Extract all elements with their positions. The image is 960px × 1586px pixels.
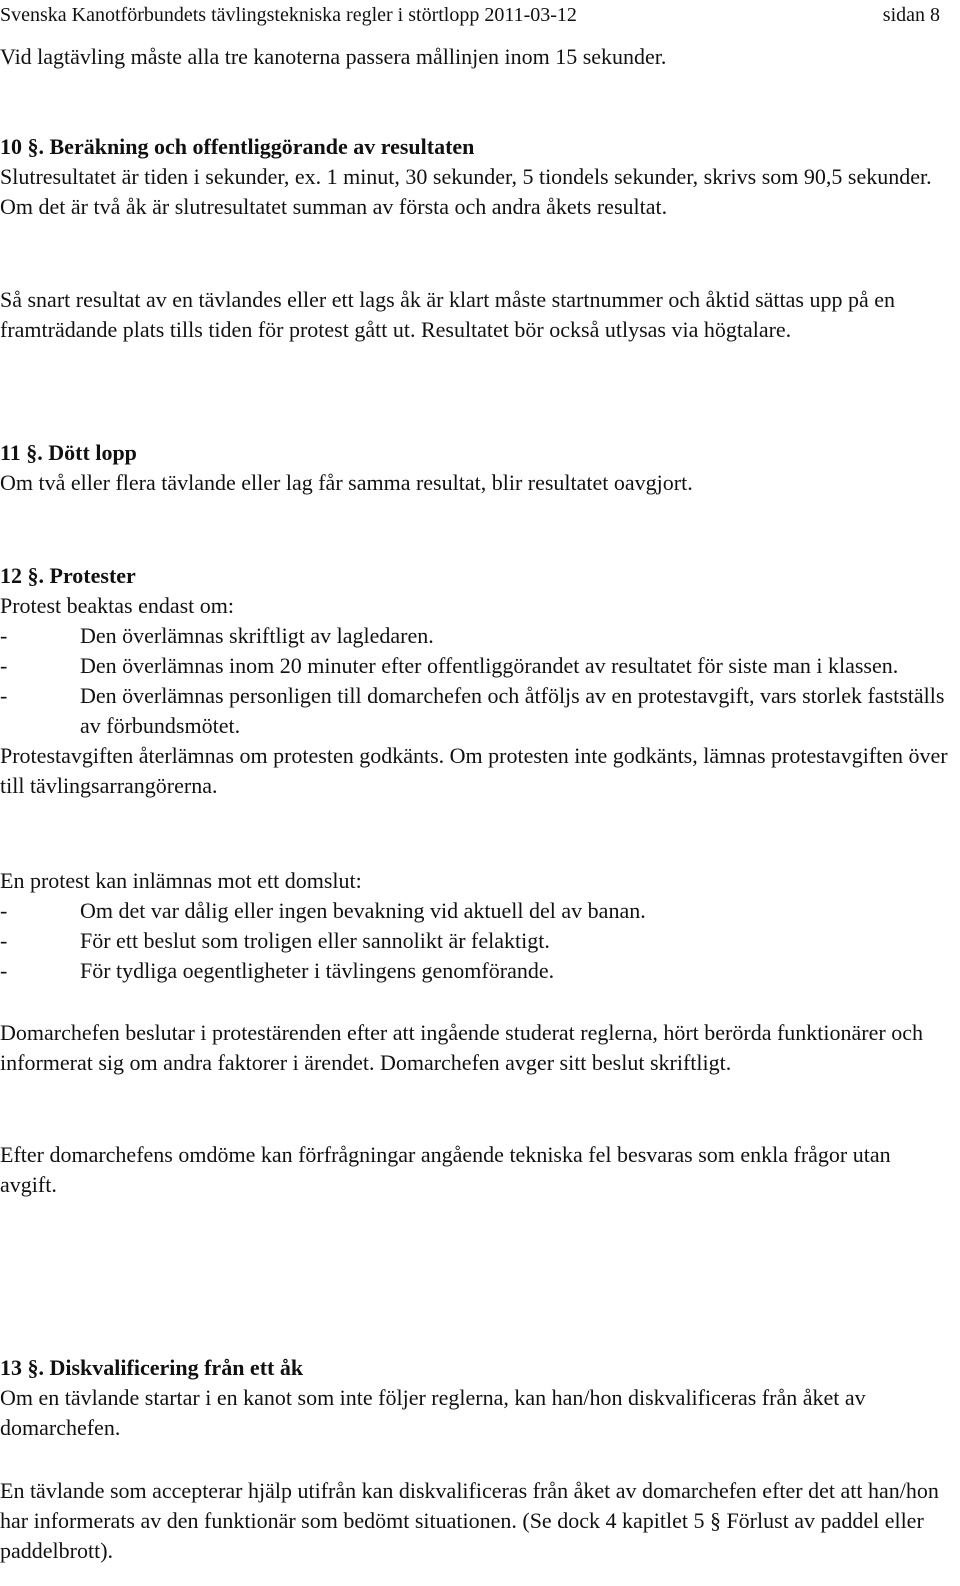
section-12-heading: 12 §. Protester — [0, 563, 136, 588]
dash-marker: - — [0, 898, 8, 923]
section-12 — [0, 561, 950, 801]
section-13-heading: 13 §. Diskvalificering från ett åk — [0, 1355, 304, 1380]
section-10 — [0, 132, 950, 222]
header-title: Svenska Kanotförbundets tävlingstekniska regler i störtlopp 2011-03-12 — [0, 4, 577, 26]
section-11-heading: 11 §. Dött lopp — [0, 440, 137, 465]
section-12-paragraph-4: Efter domarchefens omdöme kan förfrågningar angående tekniska fel besvaras som enkla frågor utan avgift. — [0, 1142, 891, 1197]
section-10-heading: 10 §. Beräkning och offentliggörande av resultaten — [0, 134, 475, 159]
list-item-text: Om det var dålig eller ingen bevakning vid aktuell del av banan. — [80, 898, 646, 923]
dash-marker: - — [0, 928, 8, 953]
list-item-text: Den överlämnas skriftligt av lagledaren. — [80, 623, 434, 648]
intro-paragraph: Vid lagtävling måste alla tre kanoterna passera mållinjen inom 15 sekunder. — [0, 44, 667, 69]
list-item — [0, 896, 950, 926]
section-10-paragraph-2: Så snart resultat av en tävlandes eller ett lags åk är klart måste startnummer och åktid sättas upp på en framträdande plats tills tiden för protest gått ut. Resultatet bör också utlysas via högtalare. — [0, 287, 895, 342]
list-item — [0, 681, 950, 741]
list-item-text: Den överlämnas inom 20 minuter efter offentliggörandet av resultatet för siste man i klassen. — [80, 653, 899, 678]
section-13 — [0, 1353, 950, 1443]
section-12-lead: Protest beaktas endast om: — [0, 593, 235, 618]
section-12-domslut — [0, 866, 950, 986]
section-13-paragraph-2: En tävlande som accepterar hjälp utifrån kan diskvalificeras från åket av domarchefen efter det att han/hon har informerats av den funktionär som bedömt situationen. (Se dock 4 kapitlet 5 § Förlust av paddel eller paddelbrott). — [0, 1478, 939, 1563]
dash-marker: - — [0, 683, 8, 708]
list-item — [0, 926, 950, 956]
dash-marker: - — [0, 653, 8, 678]
dash-marker: - — [0, 958, 8, 983]
list-item-text: Den överlämnas personligen till domarchefen och åtföljs av en protestavgift, vars storlek fastställs av förbundsmötet. — [80, 683, 945, 738]
page-number: sidan 8 — [882, 4, 940, 26]
list-item — [0, 621, 950, 651]
list-item-text: För tydliga oegentligheter i tävlingens genomförande. — [80, 958, 555, 983]
section-12-lead-2: En protest kan inlämnas mot ett domslut: — [0, 868, 362, 893]
section-12-after-list: Protestavgiften återlämnas om protesten godkänts. Om protesten inte godkänts, lämnas protestavgiften över till tävlingsarrangörerna. — [0, 743, 948, 798]
section-12-paragraph-3: Domarchefen beslutar i protestärenden efter att ingående studerat reglerna, hört berörda funktionärer och informerat sig om andra faktorer i ärendet. Domarchefen avger sitt beslut skriftligt. — [0, 1020, 923, 1075]
dash-marker: - — [0, 623, 8, 648]
list-item — [0, 956, 950, 986]
section-11 — [0, 438, 950, 498]
section-10-paragraph-1: Slutresultatet är tiden i sekunder, ex. 1 minut, 30 sekunder, 5 tiondels sekunder, skrivs som 90,5 sekunder. Om det är två åk är slutresultatet summan av första och andra åkets resultat. — [0, 164, 932, 219]
section-11-paragraph: Om två eller flera tävlande eller lag får samma resultat, blir resultatet oavgjort. — [0, 470, 693, 495]
list-item-text: För ett beslut som troligen eller sannolikt är felaktigt. — [80, 928, 550, 953]
list-item — [0, 651, 950, 681]
section-13-paragraph-1: Om en tävlande startar i en kanot som inte följer reglerna, kan han/hon diskvalificeras från åket av domarchefen. — [0, 1385, 866, 1440]
